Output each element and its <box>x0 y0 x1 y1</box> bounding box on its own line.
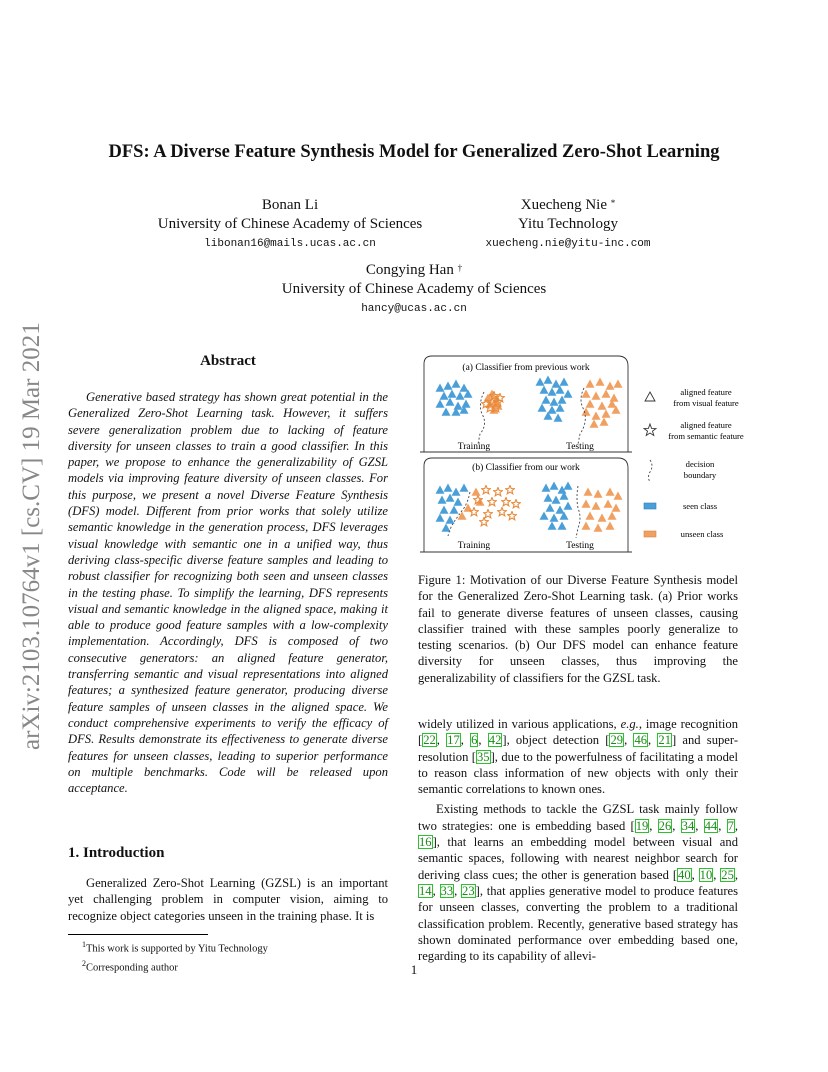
legend-boundary-icon <box>649 460 653 482</box>
author-affiliation: University of Chinese Academy of Sciences <box>281 281 547 297</box>
unseen-triangle <box>606 382 615 390</box>
unseen-star <box>484 509 493 517</box>
unseen-triangle <box>608 512 617 520</box>
seen-triangle <box>546 504 555 512</box>
seen-triangle <box>550 514 559 522</box>
legend-star-label-2: from semantic feature <box>668 431 744 441</box>
citation-link[interactable]: 34 <box>681 818 695 833</box>
panel-b-boundary-test <box>576 486 580 538</box>
footnote-2: $^2$Corresponding author <box>82 958 178 973</box>
citation-link[interactable]: 19 <box>635 818 649 833</box>
legend-star-icon <box>644 424 656 436</box>
unseen-triangle <box>602 390 611 398</box>
unseen-triangle <box>604 500 613 508</box>
seen-triangle <box>444 484 453 492</box>
seen-triangle <box>442 524 451 532</box>
author-email[interactable]: xuecheng.nie@yitu-inc.com <box>485 238 651 250</box>
citation-link[interactable]: 25 <box>721 867 734 882</box>
panel-a-training-points <box>436 380 505 416</box>
unseen-triangle <box>586 512 595 520</box>
seen-triangle <box>460 484 469 492</box>
seen-triangle <box>540 512 549 520</box>
seen-triangle <box>548 406 557 414</box>
unseen-triangle <box>602 410 611 418</box>
figure-legend <box>644 387 744 539</box>
seen-triangle <box>442 408 451 416</box>
seen-triangle <box>564 502 573 510</box>
seen-triangle <box>538 404 547 412</box>
citation-link[interactable]: 16 <box>419 835 432 850</box>
panel-a-testing-label: Testing <box>566 442 594 452</box>
panel-b-training-label: Training <box>457 541 491 551</box>
citation-group-5[interactable]: [40, 10, 25, 14, 33, 23] <box>419 867 739 898</box>
author-affiliation: Yitu Technology <box>518 216 618 232</box>
unseen-triangle <box>600 418 609 426</box>
seen-triangle <box>452 488 461 496</box>
unseen-triangle <box>610 394 619 402</box>
seen-triangle <box>446 516 455 524</box>
seen-triangle <box>540 386 549 394</box>
unseen-triangle <box>582 500 591 508</box>
unseen-triangle <box>586 380 595 388</box>
panel-a-title: (a) Classifier from previous work <box>462 363 590 373</box>
legend-seen-label: seen class <box>682 501 718 511</box>
citation-link[interactable]: 35 <box>477 749 490 764</box>
unseen-triangle <box>596 378 605 386</box>
body-paragraph-2: Existing methods to tackle the GZSL task mainly follow two strategies: one is embedding based [19, 26, 34, 44, 7, 16], that learns an embedding model between visual and semantic spaces, following with nearest neighbor search for deriving class cues; the other is generation based [40, 10, 25, 14, 33, 23], that applies generative model to produce features for unseen classes, converting the problem to a traditional classification problem. Recently, generative based strategy has shown dominated performance over embedding based one, regarding to its capability of allevi- <box>418 802 739 964</box>
panel-b <box>420 458 632 552</box>
unseen-triangle <box>586 400 595 408</box>
unseen-triangle <box>614 380 623 388</box>
citation-link[interactable]: 40 <box>678 867 691 882</box>
seen-triangle <box>450 506 459 514</box>
footnote-1: $^1$This work is supported by Yitu Technology <box>82 940 268 955</box>
seen-triangle <box>462 400 471 408</box>
unseen-triangle <box>606 488 615 496</box>
seen-triangle <box>454 498 463 506</box>
legend-star-label-1: aligned feature <box>680 420 732 430</box>
seen-triangle <box>544 376 553 384</box>
citation-link[interactable]: 33 <box>440 883 454 898</box>
legend-triangle-label-2: from visual feature <box>673 398 739 408</box>
seen-triangle <box>444 382 453 390</box>
unseen-triangle <box>582 390 591 398</box>
citation-link[interactable]: 17 <box>447 733 460 748</box>
seen-triangle <box>558 522 567 530</box>
seen-triangle <box>552 380 561 388</box>
seen-triangle <box>542 484 551 492</box>
citation-link[interactable]: 42 <box>488 733 502 748</box>
right-column-body <box>418 716 738 964</box>
seen-triangle <box>438 496 447 504</box>
seen-triangle <box>544 494 553 502</box>
unseen-star <box>488 497 497 505</box>
seen-triangle <box>554 414 563 422</box>
unseen-triangle <box>612 504 621 512</box>
seen-triangle <box>440 506 449 514</box>
unseen-star <box>508 511 517 519</box>
unseen-triangle <box>582 522 591 530</box>
unseen-triangle <box>590 420 599 428</box>
panel-a-testing-points <box>536 376 623 428</box>
legend-unseen-label: unseen class <box>680 529 724 539</box>
citation-group-1[interactable]: [22, 17, 6, 42] <box>418 733 507 748</box>
figure-1 <box>418 352 758 558</box>
unseen-star <box>512 499 521 507</box>
unseen-triangle <box>598 514 607 522</box>
citation-group-4[interactable]: [19, 26, 34, 44, 7, 16] <box>419 818 739 850</box>
seen-triangle <box>550 398 559 406</box>
unseen-triangle <box>594 490 603 498</box>
unseen-star <box>480 517 489 525</box>
legend-boundary-label-2: boundary <box>683 470 717 480</box>
seen-triangle <box>556 506 565 514</box>
unseen-triangle <box>592 392 601 400</box>
author-block-2 <box>458 196 678 250</box>
intro-body <box>68 875 388 924</box>
panel-a-training-label: Training <box>457 442 491 452</box>
seen-triangle <box>448 390 457 398</box>
abstract-heading: Abstract <box>200 353 256 369</box>
body-paragraph-1: widely utilized in various applications, e.g., image recognition [22, 17, 6, 42], object detection [29, 46, 21] and super-resolution [35], due to the powerfulness of facilitating a model to reason class information of new objects with only their semantic correlations to known ones. <box>418 717 739 797</box>
seen-triangle <box>552 496 561 504</box>
seen-triangle <box>454 402 463 410</box>
seen-triangle <box>436 400 445 408</box>
citation-link[interactable]: 44 <box>704 818 718 833</box>
citation-group-2[interactable]: [29, 46, 21] <box>605 733 677 748</box>
panel-b-testing-points <box>540 482 623 532</box>
citation-link[interactable]: 22 <box>423 733 436 748</box>
panel-b-testing-label: Testing <box>566 541 594 551</box>
legend-seen-swatch <box>644 503 656 509</box>
abstract-body <box>68 389 388 796</box>
seen-triangle <box>440 392 449 400</box>
seen-triangle <box>436 514 445 522</box>
legend-triangle-icon <box>645 392 655 401</box>
unseen-triangle <box>584 488 593 496</box>
seen-triangle <box>460 384 469 392</box>
legend-boundary-label-1: decision <box>685 459 715 469</box>
seen-triangle <box>536 378 545 386</box>
author-email[interactable]: hancy@ucas.ac.cn <box>361 303 467 315</box>
seen-triangle <box>560 378 569 386</box>
figure-1-caption: Figure 1: Motivation of our Diverse Feature Synthesis model for the Generalized Zero-Shot Learning task. (a) Prior works fail to generate diverse features of unseen classes, causing classifier trained with these samples poorly generalize to testing scenarios. (b) Our DFS model can enhance feature diversity for unseen classes, thus improving the generalizability of classifiers for the GZSL task. <box>418 573 738 685</box>
footnote-rule <box>68 934 208 935</box>
author-name: Congying Han † <box>365 262 463 278</box>
citation-link[interactable]: 46 <box>634 733 648 748</box>
page-number: 1 <box>410 962 418 977</box>
unseen-triangle <box>472 488 481 496</box>
panel-b-title: (b) Classifier from our work <box>472 463 580 473</box>
paper-title: DFS: A Diverse Feature Synthesis Model for Generalized Zero-Shot Learning <box>108 142 720 162</box>
seen-triangle <box>542 396 551 404</box>
unseen-star <box>482 485 491 493</box>
seen-triangle <box>436 486 445 494</box>
author-block-1 <box>140 196 440 250</box>
unseen-star <box>498 507 507 515</box>
citation-link[interactable]: 23 <box>462 883 475 898</box>
citation-link[interactable]: 21 <box>658 733 671 748</box>
seen-triangle <box>548 522 557 530</box>
unseen-triangle <box>606 522 615 530</box>
unseen-triangle <box>592 502 601 510</box>
seen-triangle <box>436 384 445 392</box>
seen-triangle <box>550 482 559 490</box>
unseen-triangle <box>594 524 603 532</box>
author-email[interactable]: libonan16@mails.ucas.ac.cn <box>204 238 376 250</box>
seen-triangle <box>564 390 573 398</box>
seen-triangle <box>548 388 557 396</box>
seen-triangle <box>456 392 465 400</box>
unseen-star <box>494 487 503 495</box>
author-affiliation: University of Chinese Academy of Sciences <box>157 216 423 232</box>
citation-link[interactable]: 29 <box>610 733 624 748</box>
unseen-triangle <box>592 412 601 420</box>
panel-a <box>420 356 632 452</box>
intro-paragraph: Generalized Zero-Shot Learning (GZSL) is an important yet challenging problem in computer vision, aiming to recognize object categories unseen in the training phase. It is <box>68 876 388 923</box>
citation-group-3[interactable]: [35] <box>471 749 495 764</box>
section-heading-introduction: 1. Introduction <box>68 845 165 861</box>
unseen-star <box>470 507 479 515</box>
seen-triangle <box>564 482 573 490</box>
arxiv-stamp: arXiv:2103.10764v1 [cs.CV] 19 Mar 2021 <box>18 322 45 750</box>
panel-a-boundary-train <box>478 392 485 444</box>
unseen-triangle <box>598 402 607 410</box>
abstract-text: Generative based strategy has shown great potential in the Generalized Zero-Shot Learning task. However, it suffers severe generalization problem due to lacking of feature diversity for unseen classes to train a good classifier. In this paper, we propose to enhance the generalizability of GZSL models via improving feature diversity of unseen classes. For this purpose, we present a novel Diverse Feature Synthesis (DFS) model. Different from prior works that solely utilize semantic knowledge in the generation process, DFS leverages visual knowledge with semantic one in a unified way, thus deriving class-specific diverse feature samples and leading to robust classifier for recognizing both seen and unseen classes in the testing phase. To simplify the learning, DFS represents visual and semantic knowledge in the aligned space, making it able to produce good feature samples with a low-complexity implementation. Accordingly, DFS is composed of two consecutive generators: an aligned feature generator, transferring semantic and visual representations into aligned features; a synthesized feature generator, producing diverse feature samples of unseen classes in the aligned space. We conduct comprehensive experiments to verify the efficacy of DFS. Results demonstrate its effectiveness to generate diverse features for unseen classes, leading to superior performance on multiple benchmarks. Code will be released upon acceptance. <box>68 390 388 796</box>
unseen-star <box>506 485 515 493</box>
citation-link[interactable]: 7 <box>727 818 734 833</box>
citation-link[interactable]: 26 <box>658 818 672 833</box>
citation-link[interactable]: 6 <box>471 733 478 748</box>
unseen-triangle <box>614 492 623 500</box>
citation-link[interactable]: 10 <box>699 867 713 882</box>
unseen-star <box>502 497 511 505</box>
author-name: Xuecheng Nie * <box>520 197 616 213</box>
legend-triangle-label-1: aligned feature <box>680 387 732 397</box>
author-block-3 <box>214 261 614 315</box>
legend-unseen-swatch <box>644 531 656 537</box>
panel-b-training-points <box>436 484 521 532</box>
citation-link[interactable]: 14 <box>419 883 432 898</box>
author-name: Bonan Li <box>261 197 319 213</box>
seen-triangle <box>452 380 461 388</box>
